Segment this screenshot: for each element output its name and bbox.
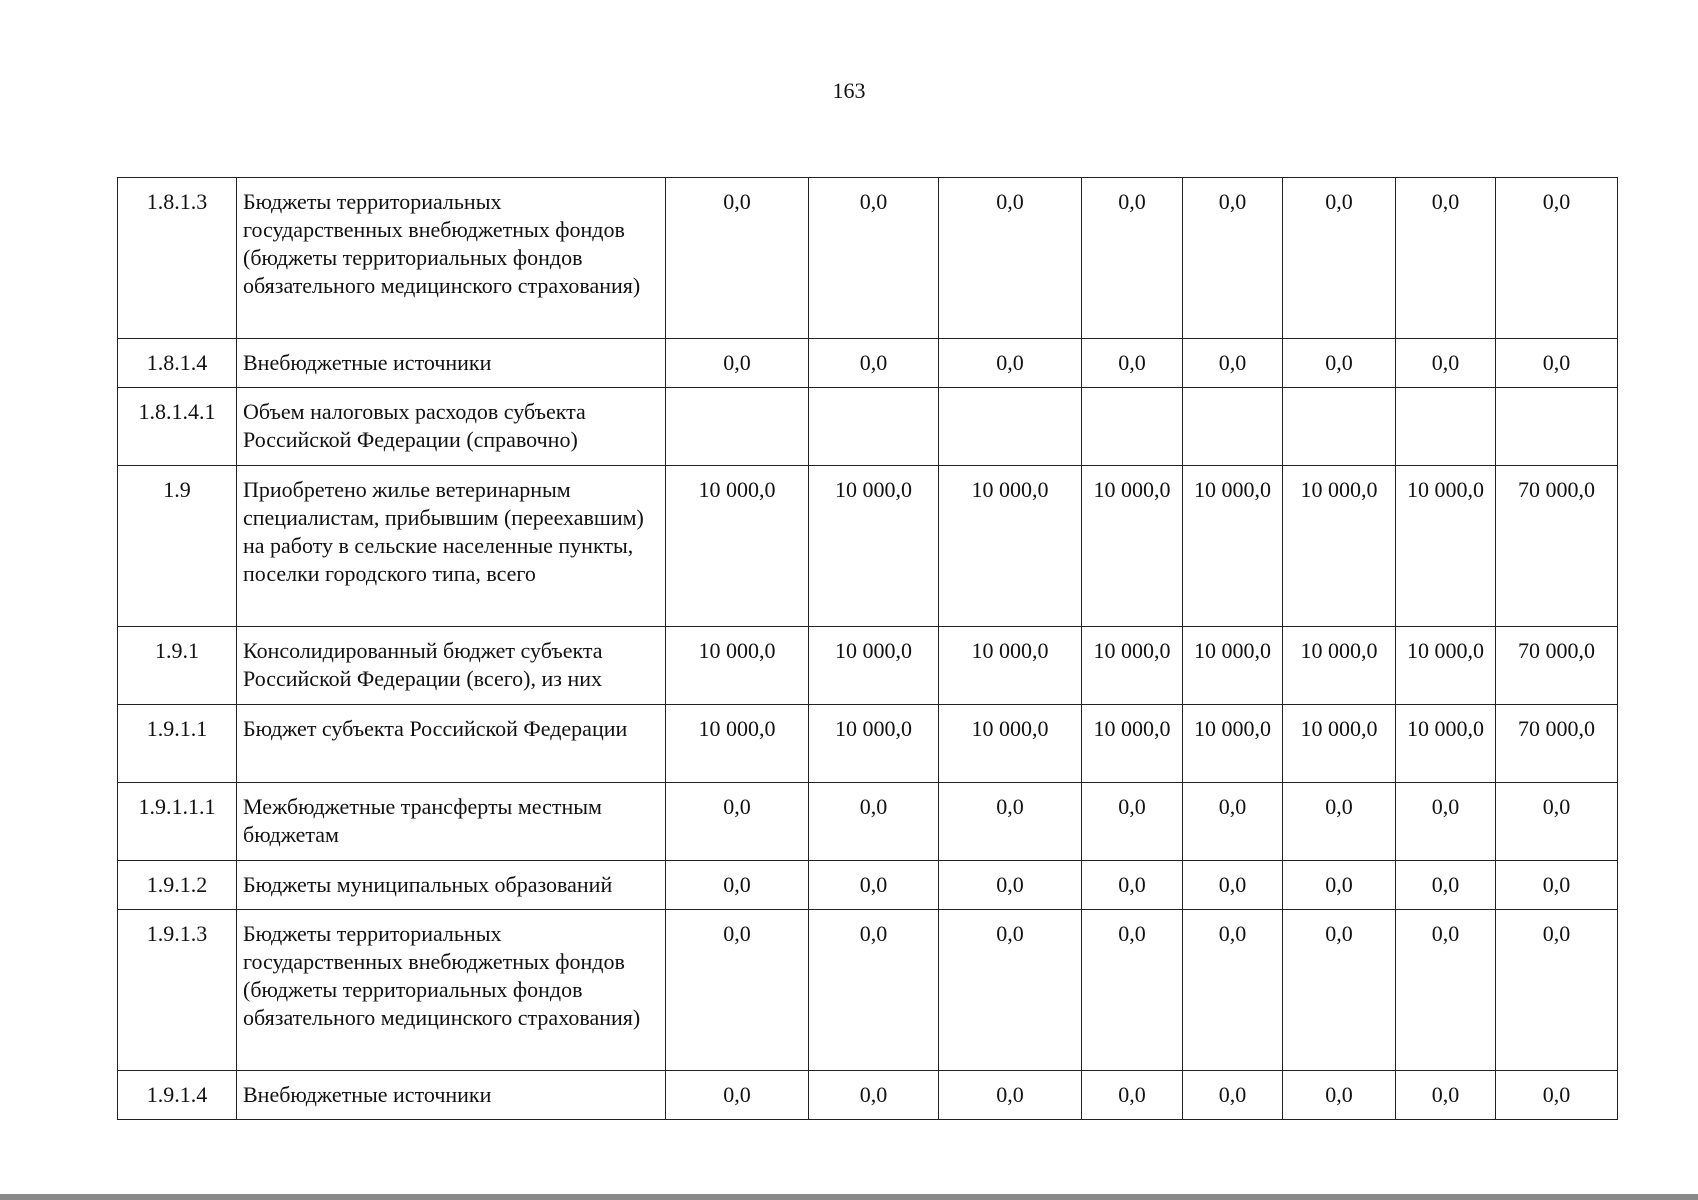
row-label: Объем налоговых расходов субъекта Российской Федерации (справочно) — [237, 388, 666, 466]
value-cell: 0,0 — [1183, 178, 1283, 339]
value-cell: 0,0 — [1496, 861, 1618, 910]
value-cell: 0,0 — [1396, 178, 1496, 339]
value-cell: 10 000,0 — [939, 705, 1082, 783]
value-cell: 0,0 — [666, 783, 809, 861]
value-cell: 10 000,0 — [1396, 627, 1496, 705]
value-cell: 0,0 — [1183, 910, 1283, 1071]
value-cell — [939, 388, 1082, 466]
value-cell: 0,0 — [1496, 910, 1618, 1071]
value-cell: 0,0 — [939, 910, 1082, 1071]
value-cell: 0,0 — [809, 783, 939, 861]
value-cell: 0,0 — [1082, 178, 1183, 339]
row-label: Внебюджетные источники — [237, 1071, 666, 1120]
row-label: Бюджеты территориальных государственных внебюджетных фондов (бюджеты территориальных фондов обязательного медицинского страхования) — [237, 178, 666, 339]
value-cell — [1283, 388, 1396, 466]
value-cell: 10 000,0 — [1183, 705, 1283, 783]
value-cell: 0,0 — [1496, 1071, 1618, 1120]
value-cell: 0,0 — [1396, 783, 1496, 861]
scan-bottom-edge — [0, 1194, 1698, 1200]
value-cell: 0,0 — [939, 783, 1082, 861]
value-cell: 70 000,0 — [1496, 627, 1618, 705]
value-cell: 0,0 — [1283, 910, 1396, 1071]
value-cell: 0,0 — [1082, 861, 1183, 910]
value-cell: 10 000,0 — [809, 705, 939, 783]
value-cell: 0,0 — [1496, 339, 1618, 388]
page-number: 163 — [832, 78, 866, 103]
row-label: Консолидированный бюджет субъекта Российской Федерации (всего), из них — [237, 627, 666, 705]
value-cell: 10 000,0 — [1183, 466, 1283, 627]
value-cell: 10 000,0 — [666, 705, 809, 783]
value-cell: 0,0 — [1283, 339, 1396, 388]
value-cell: 0,0 — [1283, 1071, 1396, 1120]
value-cell — [1183, 388, 1283, 466]
value-cell — [1496, 388, 1618, 466]
table-row — [118, 861, 1618, 910]
value-cell: 0,0 — [1283, 178, 1396, 339]
row-label: Бюджет субъекта Российской Федерации — [237, 705, 666, 783]
budget-table — [117, 177, 1618, 1120]
value-cell: 10 000,0 — [666, 627, 809, 705]
value-cell: 70 000,0 — [1496, 466, 1618, 627]
value-cell: 0,0 — [666, 178, 809, 339]
value-cell: 0,0 — [809, 861, 939, 910]
value-cell: 0,0 — [1183, 339, 1283, 388]
row-label: Бюджеты муниципальных образований — [237, 861, 666, 910]
value-cell: 10 000,0 — [666, 466, 809, 627]
value-cell: 10 000,0 — [1283, 705, 1396, 783]
value-cell: 0,0 — [1396, 339, 1496, 388]
row-code: 1.9.1.3 — [118, 910, 237, 1071]
value-cell: 10 000,0 — [939, 466, 1082, 627]
value-cell: 0,0 — [1082, 1071, 1183, 1120]
value-cell: 0,0 — [939, 339, 1082, 388]
row-code: 1.9.1.1 — [118, 705, 237, 783]
row-label: Межбюджетные трансферты местным бюджетам — [237, 783, 666, 861]
value-cell: 0,0 — [1496, 178, 1618, 339]
value-cell: 0,0 — [809, 339, 939, 388]
row-code: 1.9 — [118, 466, 237, 627]
value-cell: 0,0 — [939, 861, 1082, 910]
table-row — [118, 1071, 1618, 1120]
row-code: 1.8.1.4 — [118, 339, 237, 388]
value-cell: 0,0 — [666, 339, 809, 388]
value-cell: 0,0 — [1183, 1071, 1283, 1120]
row-code: 1.9.1.2 — [118, 861, 237, 910]
value-cell — [1396, 388, 1496, 466]
table-row — [118, 783, 1618, 861]
table-row — [118, 388, 1618, 466]
value-cell: 10 000,0 — [939, 627, 1082, 705]
table-row — [118, 705, 1618, 783]
value-cell — [809, 388, 939, 466]
value-cell: 10 000,0 — [809, 627, 939, 705]
row-code: 1.9.1 — [118, 627, 237, 705]
value-cell: 10 000,0 — [1283, 627, 1396, 705]
value-cell: 0,0 — [1396, 861, 1496, 910]
value-cell: 0,0 — [939, 1071, 1082, 1120]
value-cell: 10 000,0 — [1183, 627, 1283, 705]
row-code: 1.8.1.4.1 — [118, 388, 237, 466]
value-cell: 10 000,0 — [809, 466, 939, 627]
value-cell: 0,0 — [939, 178, 1082, 339]
value-cell: 0,0 — [1082, 339, 1183, 388]
table-body — [118, 178, 1618, 1120]
value-cell: 0,0 — [1183, 861, 1283, 910]
value-cell: 10 000,0 — [1396, 466, 1496, 627]
value-cell: 0,0 — [1082, 910, 1183, 1071]
value-cell: 0,0 — [1082, 783, 1183, 861]
value-cell: 0,0 — [1283, 861, 1396, 910]
value-cell: 0,0 — [809, 178, 939, 339]
row-code: 1.8.1.3 — [118, 178, 237, 339]
value-cell: 10 000,0 — [1082, 705, 1183, 783]
value-cell: 0,0 — [666, 910, 809, 1071]
value-cell: 0,0 — [1496, 783, 1618, 861]
row-code: 1.9.1.1.1 — [118, 783, 237, 861]
value-cell: 0,0 — [1396, 910, 1496, 1071]
row-code: 1.9.1.4 — [118, 1071, 237, 1120]
value-cell: 0,0 — [1183, 783, 1283, 861]
row-label: Внебюджетные источники — [237, 339, 666, 388]
value-cell: 10 000,0 — [1082, 466, 1183, 627]
value-cell: 70 000,0 — [1496, 705, 1618, 783]
value-cell: 10 000,0 — [1283, 466, 1396, 627]
table-row — [118, 910, 1618, 1071]
table-row — [118, 627, 1618, 705]
value-cell: 10 000,0 — [1396, 705, 1496, 783]
value-cell: 0,0 — [666, 1071, 809, 1120]
row-label: Приобретено жилье ветеринарным специалистам, прибывшим (переехавшим) на работу в сельские населенные пункты, поселки городского типа, всего — [237, 466, 666, 627]
value-cell: 0,0 — [1396, 1071, 1496, 1120]
value-cell — [666, 388, 809, 466]
table-row — [118, 339, 1618, 388]
value-cell: 0,0 — [666, 861, 809, 910]
value-cell — [1082, 388, 1183, 466]
table-row — [118, 178, 1618, 339]
value-cell: 0,0 — [809, 1071, 939, 1120]
value-cell: 10 000,0 — [1082, 627, 1183, 705]
row-label: Бюджеты территориальных государственных внебюджетных фондов (бюджеты территориальных фондов обязательного медицинского страхования) — [237, 910, 666, 1071]
value-cell: 0,0 — [809, 910, 939, 1071]
table-row — [118, 466, 1618, 627]
value-cell: 0,0 — [1283, 783, 1396, 861]
